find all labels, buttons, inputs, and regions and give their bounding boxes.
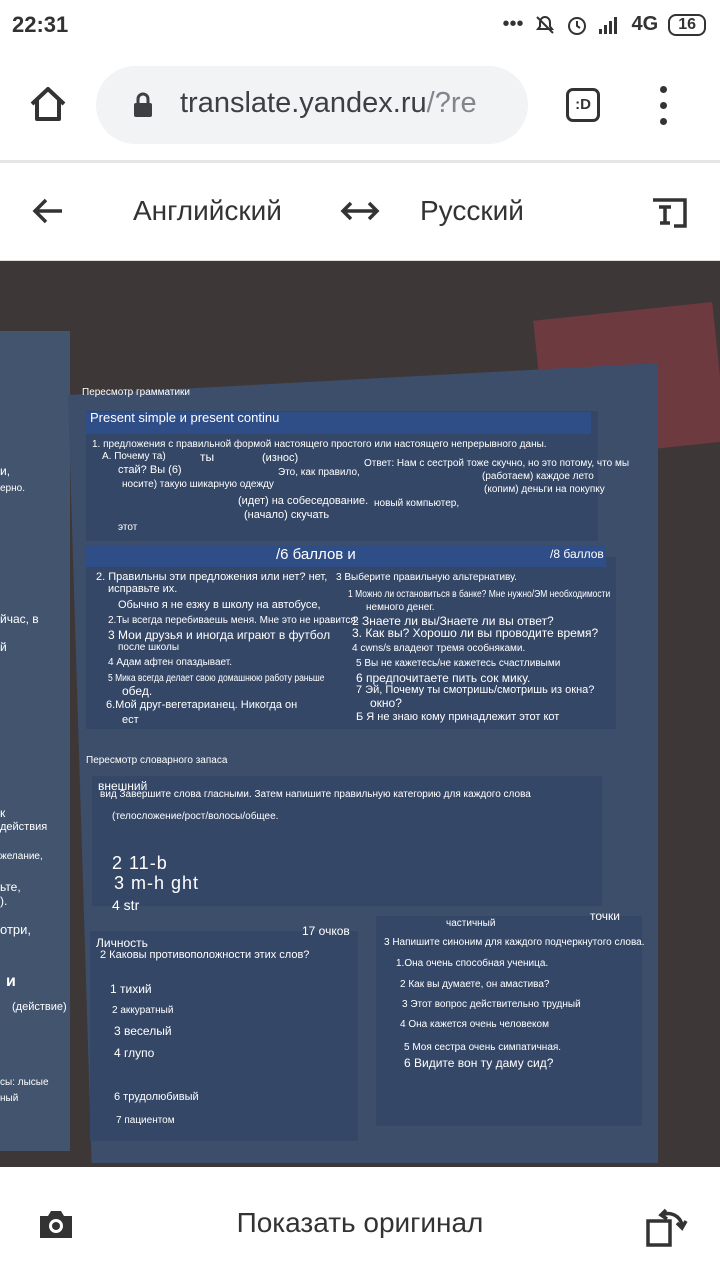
- overlay-text: А. Почему та): [102, 451, 166, 462]
- url-path: /?re: [426, 87, 477, 119]
- overlay-text: 7 пациентом: [116, 1115, 175, 1126]
- show-original-button[interactable]: Показать оригинал: [236, 1207, 484, 1238]
- overlay-text: (телосложение/рост/волосы/общее.: [112, 811, 279, 822]
- overlay-text: (начало) скучать: [244, 509, 330, 521]
- overlay-text: 2 аккуратный: [112, 1005, 174, 1016]
- overlay-text: 4 глупо: [114, 1046, 155, 1060]
- overlay-text: действия: [0, 821, 48, 833]
- url-text: [180, 87, 477, 120]
- overlay-text: 2 Как вы думаете, он амастива?: [400, 979, 550, 990]
- overlay-text: 6 предпочитаете пить сок мику.: [356, 671, 531, 685]
- overlay-text: ест: [122, 714, 139, 726]
- overlay-text: новый компьютер,: [374, 498, 460, 509]
- overlay-text: 4 str: [112, 897, 140, 913]
- overlay-text: (действие): [12, 1001, 67, 1013]
- mute-bell-icon: [534, 14, 556, 36]
- overlay-text: /6 баллов и: [276, 546, 356, 563]
- overlay-text: Present simple и present continu: [90, 410, 280, 425]
- overlay-text: исправьте их.: [108, 583, 178, 595]
- overlay-text: Это, как правило,: [278, 467, 360, 478]
- overlay-text: 4 Она кажется очень человеком: [400, 1019, 549, 1030]
- overlay-text: 6 Видите вон ту даму сид?: [404, 1056, 554, 1070]
- overlay-text: (копим) деньги на покупку: [484, 484, 605, 495]
- translated-photo: [0, 261, 720, 1167]
- overlay-text: Ответ: Нам с сестрой тоже скучно, но это потому, что мы: [364, 458, 630, 469]
- overlay-text: окно?: [370, 696, 402, 710]
- url-bar[interactable]: [96, 66, 528, 144]
- overlay-text: Б Я не знаю кому принадлежит этот кот: [356, 711, 560, 723]
- overlay-text: к: [0, 806, 6, 820]
- overlay-text: 3 Этот вопрос действительно трудный: [402, 999, 581, 1010]
- overlay-text: 3 Мои друзья и иногда играют в футбол: [108, 628, 331, 642]
- overlay-text: 4 Адам афтен опаздывает.: [108, 657, 233, 668]
- overlay-text: сы: лысые: [0, 1077, 49, 1088]
- overlay-text: этот: [118, 522, 138, 533]
- overlay-text: /8 баллов: [550, 547, 604, 561]
- overlay-text: стай? Вы (6): [118, 464, 182, 476]
- overlay-text: точки: [590, 909, 620, 923]
- overlay-text: и,: [0, 464, 11, 478]
- overlay-text: 1. предложения с правильной формой настоящего простого или настоящего непрерывного даны.: [92, 439, 547, 450]
- overlay-text: 7 Эй, Почему ты смотришь/смотришь из окна?: [356, 684, 595, 696]
- lock-icon: [132, 92, 154, 118]
- signal-icon: [598, 15, 622, 35]
- overlay-text: (работаем) каждое лето: [482, 471, 594, 482]
- language-bar: [0, 163, 720, 261]
- overlay-text: 5 Вы не кажетесь/не кажетесь счастливыми: [356, 658, 561, 669]
- overlay-text: 3 Напишите синоним для каждого подчеркнутого слова.: [384, 937, 645, 948]
- overlay-text: 2 Знаете ли вы/Знаете ли вы ответ?: [352, 614, 554, 628]
- overlay-text: 3 Выберите правильную альтернативу.: [336, 572, 517, 583]
- overlay-text: ).: [0, 894, 8, 908]
- text-mode-icon[interactable]: [650, 196, 688, 230]
- overlay-text: (идет) на собеседование.: [238, 495, 369, 507]
- overlay-text: Пересмотр грамматики: [82, 387, 190, 398]
- battery-level: 16: [668, 14, 706, 36]
- overlay-text: желание,: [0, 851, 43, 862]
- status-time: 22:31: [12, 12, 69, 37]
- overlay-text: 5 Мика всегда делает свою домашнюю работу раньше: [108, 673, 325, 684]
- source-language-button[interactable]: Английский: [133, 195, 282, 226]
- overlay-text: Пересмотр словарного запаса: [86, 755, 228, 766]
- alarm-icon: [566, 14, 588, 36]
- rotate-icon[interactable]: [644, 1203, 690, 1249]
- overlay-text: носите) такую шикарную одежду: [122, 479, 274, 490]
- left-page: [0, 331, 70, 1151]
- overlay-text: й: [0, 640, 7, 654]
- overlay-text: Обычно я не езжу в школу на автобусе,: [118, 599, 321, 611]
- overlay-text: 5 Моя сестра очень симпатичная.: [404, 1042, 562, 1053]
- browser-toolbar: [0, 52, 720, 160]
- back-arrow-icon[interactable]: [30, 193, 66, 229]
- overlay-text: обед.: [122, 684, 153, 698]
- target-language-button[interactable]: Русский: [420, 195, 524, 226]
- network-type: 4G: [631, 13, 659, 35]
- status-bar: [0, 0, 720, 52]
- url-host: translate.yandex.ru: [180, 87, 427, 119]
- overlay-text: 4 cwns/s владеют тремя особняками.: [352, 643, 526, 654]
- overlay-text: 6.Мой друг-вегетарианец. Никогда он: [106, 699, 298, 711]
- overlay-text: ьте,: [0, 880, 21, 894]
- overlay-text: вид Завершите слова гласными. Затем напишите правильную категорию для каждого слова: [100, 789, 531, 800]
- overlay-text: 3. Как вы? Хорошо ли вы проводите время?: [352, 626, 599, 640]
- overlay-text: Личность: [96, 936, 148, 950]
- overlay-text: и: [6, 973, 16, 990]
- home-icon[interactable]: [26, 82, 70, 126]
- overlay-text: 2.Ты всегда перебиваешь меня. Мне это не нравится.: [108, 615, 359, 626]
- status-icons: [503, 13, 707, 36]
- overlay-text: частичный: [446, 918, 496, 929]
- overlay-text: 3 веселый: [114, 1024, 172, 1038]
- overlay-text: после школы: [118, 642, 180, 653]
- overlay-text: 2. Правильны эти предложения или нет? нет,: [96, 571, 328, 583]
- tab-switcher-button[interactable]: :D: [566, 88, 600, 122]
- bottom-bar: [0, 1167, 720, 1280]
- overflow-menu-icon[interactable]: [660, 86, 668, 126]
- overlay-text: отри,: [0, 922, 32, 937]
- overlay-text: 2 Каковы противоположности этих слов?: [100, 949, 310, 961]
- overlay-text: ный: [0, 1093, 19, 1104]
- overlay-text: йчас, в: [0, 612, 39, 626]
- overlay-text: немного денег.: [366, 602, 435, 613]
- overlay-text: 1 Можно ли остановиться в банке? Мне нужно/ЭМ необходимости: [348, 589, 611, 600]
- overlay-text: 1 тихий: [110, 982, 152, 996]
- overlay-text: (износ): [262, 452, 299, 464]
- overlay-text: внешний: [98, 779, 148, 793]
- overlay-text: 17 очков: [302, 924, 350, 938]
- overlay-text: ерно.: [0, 483, 25, 494]
- overlay-text: 1.Она очень способная ученица.: [396, 958, 549, 969]
- more-dots-icon: •••: [502, 13, 524, 35]
- overlay-text: 2 11-b: [112, 853, 168, 873]
- swap-languages-icon[interactable]: [340, 199, 380, 223]
- overlay-text: ты: [200, 450, 215, 464]
- overlay-text: 6 трудолюбивый: [114, 1091, 199, 1103]
- overlay-text: 3 m-h ght: [114, 873, 200, 893]
